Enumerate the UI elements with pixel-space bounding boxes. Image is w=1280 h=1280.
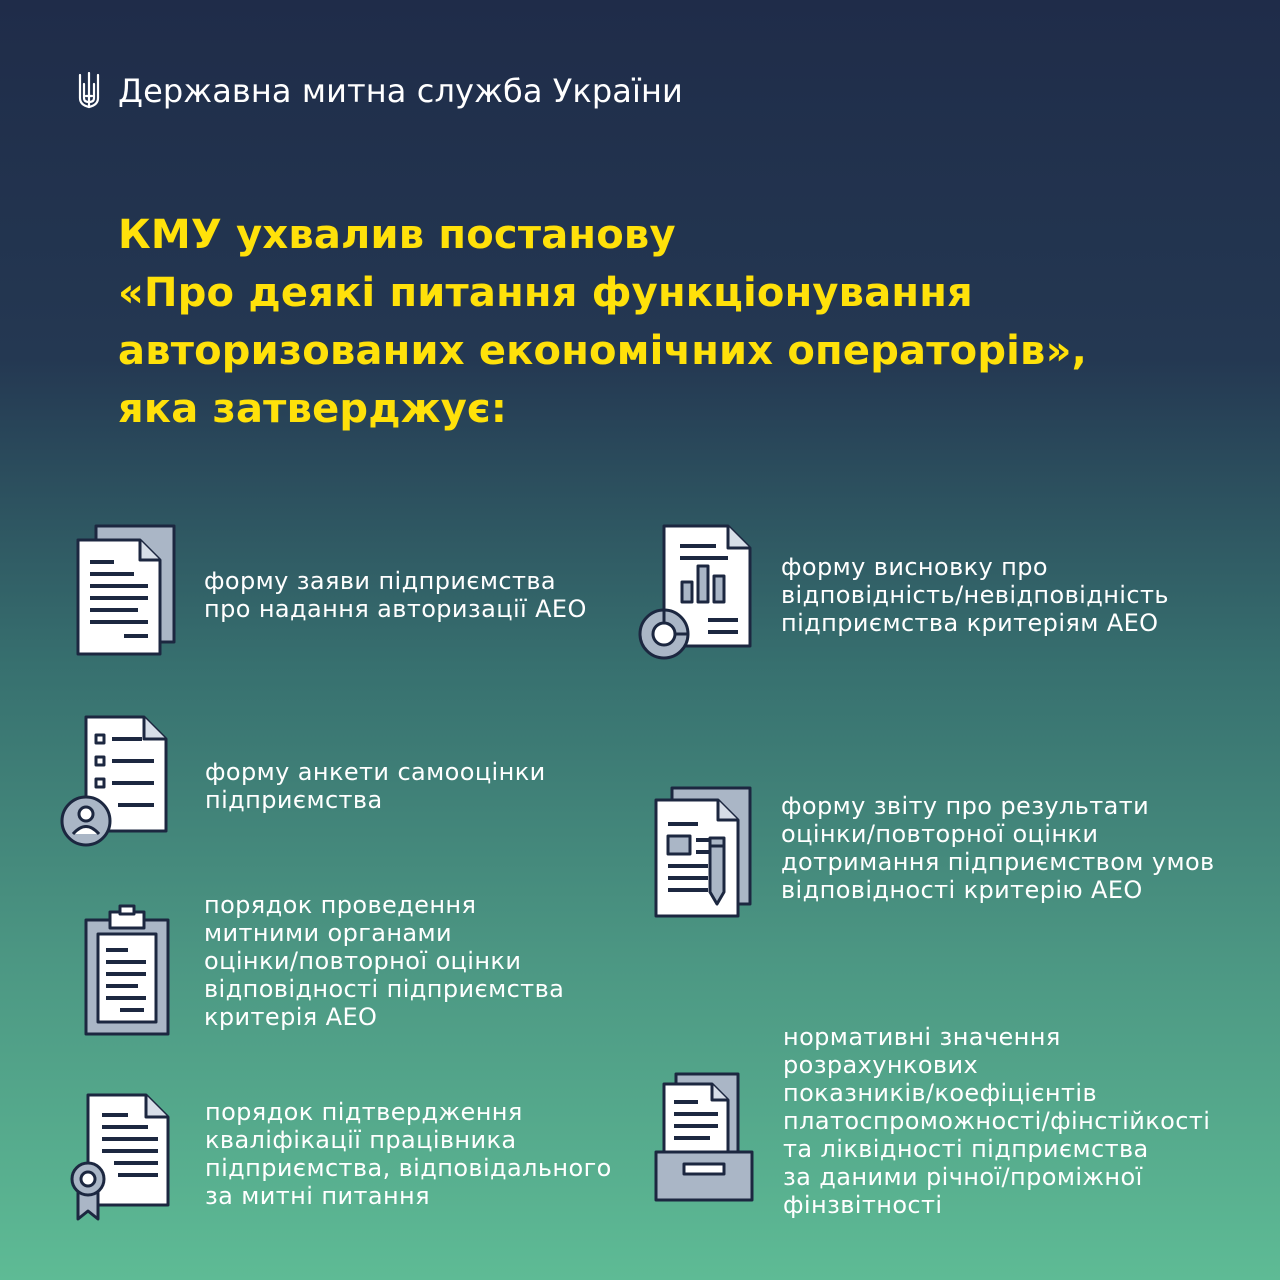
title-line: «Про деякі питання функціонування [118, 270, 973, 316]
report-chart-icon [636, 522, 756, 662]
item-label: форму заяви підприємства про надання авторизації АЕО [204, 567, 587, 623]
page-title [118, 206, 1087, 438]
item-label: форму анкети самооцінки підприємства [205, 758, 546, 814]
item-label: порядок проведення митними органами оцінки/повторної оцінки відповідності підприємства критерія АЕО [204, 891, 565, 1031]
clipboard-icon [82, 904, 172, 1038]
item-label: форму звіту про результати оцінки/повторної оцінки дотримання підприємством умов відповідності критерію АЕО [781, 792, 1215, 904]
title-line: яка затверджує: [118, 386, 508, 432]
header [78, 68, 683, 114]
trident-icon [78, 72, 100, 110]
item-label: порядок підтвердження кваліфікації працівника підприємства, відповідального за митні питання [205, 1098, 612, 1210]
title-line: авторизованих економічних операторів», [118, 328, 1088, 374]
org-name: Державна митна служба України [118, 72, 683, 110]
archive-box-icon [652, 1070, 756, 1204]
report-pen-icon [652, 784, 756, 922]
title-line: КМУ ухвалив постанову [118, 212, 676, 258]
item-label: нормативні значення розрахункових показників/коефіцієнтів платоспроможності/фінстійкості та ліквідності підприємства за даними річної/проміжної фінзвітності [783, 1023, 1211, 1219]
certificate-icon [66, 1091, 174, 1223]
documents-icon [74, 522, 178, 660]
user-questionnaire-icon [56, 713, 172, 849]
item-label: форму висновку про відповідність/невідповідність підприємства критеріям АЕО [781, 553, 1169, 637]
